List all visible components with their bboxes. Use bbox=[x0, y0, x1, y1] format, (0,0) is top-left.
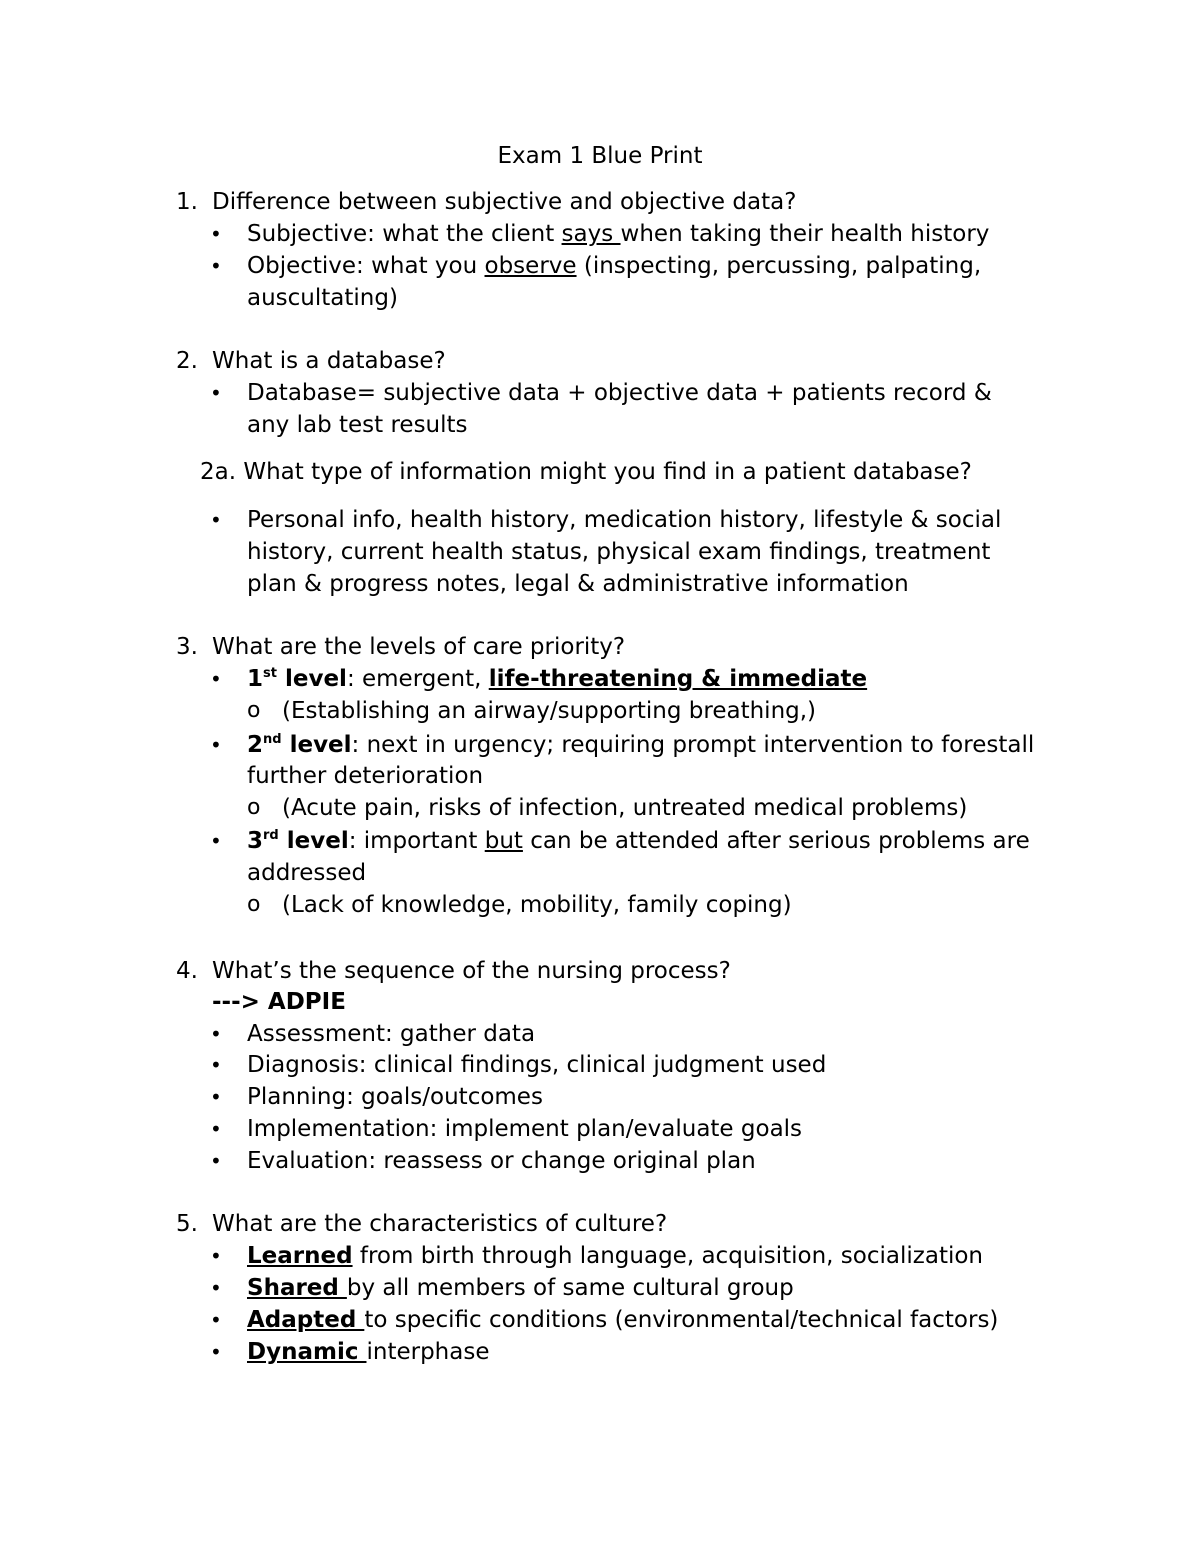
question-text: What’s the sequence of the nursing process? bbox=[212, 958, 731, 984]
question-text: What are the characteristics of culture? bbox=[212, 1211, 668, 1237]
question-number: 1. bbox=[176, 189, 198, 215]
bullet-icon: • bbox=[210, 1149, 222, 1173]
bullet-icon: • bbox=[210, 508, 222, 532]
page-title: Exam 1 Blue Print bbox=[497, 143, 703, 169]
question-number: 2. bbox=[176, 348, 198, 374]
circle-bullet-icon: o bbox=[247, 698, 261, 723]
question-number: 3. bbox=[176, 634, 198, 660]
bullet-icon: • bbox=[210, 1053, 222, 1077]
bullet-icon: • bbox=[210, 1022, 222, 1046]
bullet-icon: • bbox=[210, 829, 222, 853]
circle-bullet-icon: o bbox=[247, 795, 261, 820]
question-number: 5. bbox=[176, 1211, 198, 1237]
underlined-term: Shared bbox=[247, 1275, 347, 1301]
underlined-term: Dynamic bbox=[247, 1339, 367, 1365]
bullet-icon: • bbox=[210, 1244, 222, 1268]
underlined-term: observe bbox=[484, 253, 577, 279]
question-text: 2a. What type of information might you find in a patient database? bbox=[200, 459, 972, 485]
bullet-icon: • bbox=[210, 1308, 222, 1332]
underlined-term: Learned bbox=[247, 1243, 353, 1269]
question-text: Difference between subjective and objective data? bbox=[212, 189, 797, 215]
bullet-icon: • bbox=[210, 1276, 222, 1300]
bullet-icon: • bbox=[210, 1085, 222, 1109]
bullet-icon: • bbox=[210, 1340, 222, 1364]
underlined-term: but bbox=[484, 828, 523, 854]
question-number: 4. bbox=[176, 958, 198, 984]
bullet-icon: • bbox=[210, 667, 222, 691]
circle-bullet-icon: o bbox=[247, 892, 261, 917]
underlined-term: says bbox=[561, 221, 621, 247]
underlined-term: life-threatening & immediate bbox=[488, 666, 868, 692]
bullet-icon: • bbox=[210, 381, 222, 405]
question-text: What is a database? bbox=[212, 348, 446, 374]
bullet-icon: • bbox=[210, 1117, 222, 1141]
underlined-term: Adapted bbox=[247, 1307, 365, 1333]
bullet-icon: • bbox=[210, 222, 222, 246]
question-text: What are the levels of care priority? bbox=[212, 634, 626, 660]
bullet-icon: • bbox=[210, 254, 222, 278]
bullet-icon: • bbox=[210, 733, 222, 757]
